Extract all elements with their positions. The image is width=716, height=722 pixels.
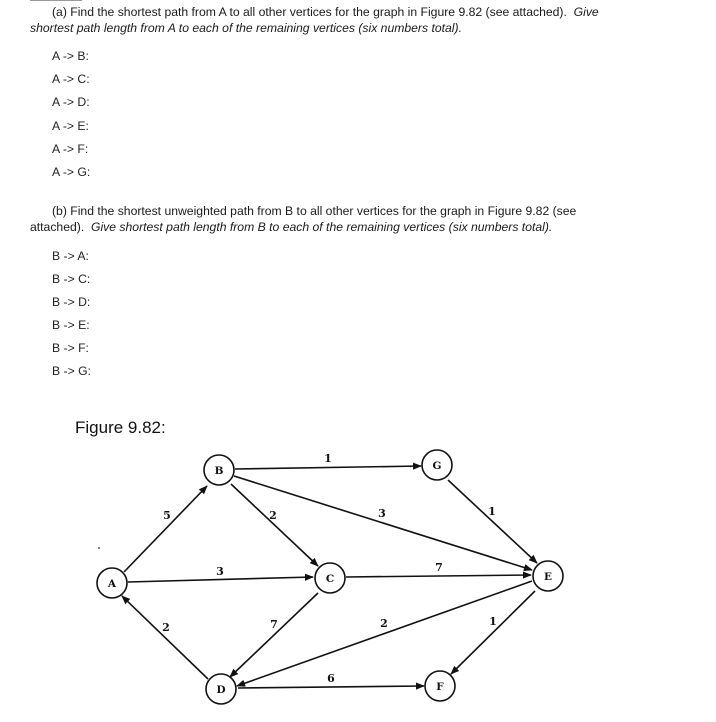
part-a-italic-2: shortest path length from A to each of the remaining vertices (six numbers total). [30, 21, 462, 35]
edge-b-c [231, 484, 318, 566]
figure-label: Figure 9.82: [75, 418, 166, 437]
weight-b-c: 2 [269, 509, 277, 522]
vertex-label-c: C [325, 573, 335, 585]
edge-c-d [230, 593, 318, 677]
vertex-label-a: A [107, 578, 117, 590]
answer-a-g: A -> G: [52, 165, 91, 179]
edge-c-e [346, 575, 531, 577]
edge-d-f [238, 686, 424, 688]
weight-a-c: 3 [216, 565, 224, 578]
part-a-italic-1: Give [573, 5, 599, 19]
part-a-lead-text: (a) Find the shortest path from A to all other vertices for the graph in Figure 9.82 (see attached). [52, 5, 567, 19]
weight-b-g: 1 [324, 452, 332, 465]
answer-b-a: B -> A: [52, 249, 89, 263]
edge-a-b [124, 486, 207, 572]
answer-a-d: A -> D: [52, 95, 90, 109]
vertex-label-d: D [216, 684, 226, 696]
edge-b-e [234, 476, 532, 570]
weight-e-f: 1 [489, 615, 497, 628]
answer-b-c: B -> C: [52, 272, 91, 286]
answer-b-e: B -> E: [52, 318, 90, 332]
weight-d-f: 6 [327, 672, 335, 685]
answer-b-d: B -> D: [52, 295, 91, 309]
weight-d-a: 2 [162, 621, 170, 634]
edge-e-f [451, 591, 535, 674]
weight-g-e: 1 [488, 505, 496, 518]
answer-a-f: A -> F: [52, 142, 89, 156]
vertex-label-f: F [436, 681, 444, 693]
answer-a-e: A -> E: [52, 119, 89, 133]
stray-dot [98, 547, 100, 549]
part-b-line1: (b) Find the shortest unweighted path from B to all other vertices for the graph in Figure 9.82 (see [52, 204, 577, 218]
edge-e-d [237, 581, 532, 686]
vertex-label-g: G [432, 460, 442, 472]
edge-d-a [122, 596, 208, 679]
weight-b-e: 3 [378, 507, 386, 520]
vertex-label-e: E [543, 571, 553, 583]
vertex-label-b: B [214, 465, 224, 477]
edge-g-e [448, 480, 537, 563]
answer-a-b: A -> B: [52, 49, 89, 63]
weight-a-b: 5 [163, 509, 171, 522]
weight-c-e: 7 [435, 561, 443, 574]
weight-c-d: 7 [270, 618, 278, 631]
part-b-italic: Give shortest path length from B to each of the remaining vertices (six numbers total). [90, 220, 553, 234]
part-b-line2-text: attached). [30, 220, 85, 234]
answer-b-g: B -> G: [52, 364, 91, 378]
edge-b-g [235, 466, 421, 469]
answer-a-c: A -> C: [52, 72, 90, 86]
weight-e-d: 2 [380, 617, 388, 630]
answer-b-f: B -> F: [52, 341, 89, 355]
